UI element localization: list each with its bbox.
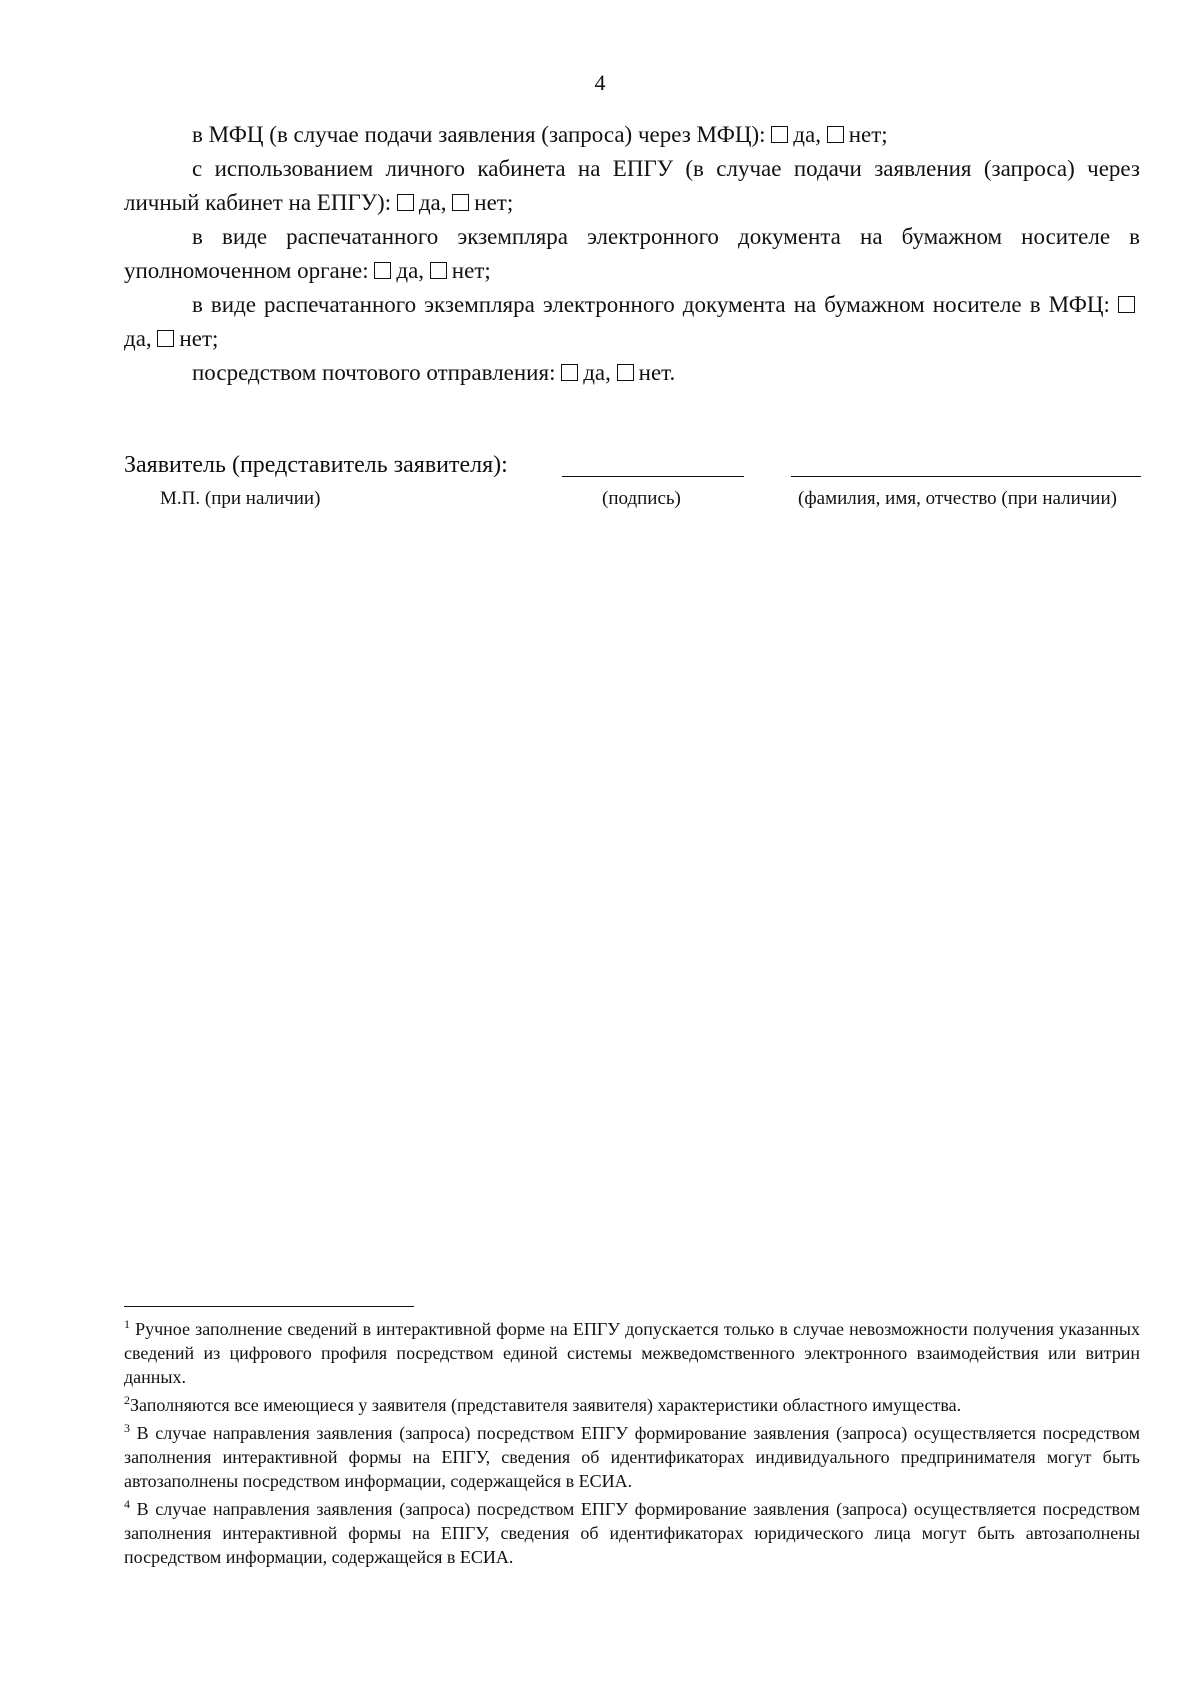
no-checkbox[interactable] (827, 126, 844, 143)
yes-label: да, (793, 122, 821, 147)
no-checkbox[interactable] (157, 330, 174, 347)
footnote (124, 1317, 1140, 1389)
no-checkbox[interactable] (452, 194, 469, 211)
page-number: 4 (594, 70, 606, 95)
full-name-caption: (фамилия, имя, отчество (при наличии) (798, 488, 1117, 509)
footnote-mark: 2 (124, 1393, 130, 1407)
no-label: нет; (474, 190, 514, 215)
option-text: в виде распечатанного экземпляра электронного документа на бумажном носителе в уполномоченном органе: (124, 224, 1140, 283)
footnote-divider (124, 1306, 414, 1307)
option-printed-authority (124, 220, 1140, 288)
yes-checkbox[interactable] (374, 262, 391, 279)
signature-line[interactable] (562, 476, 744, 477)
applicant-label: Заявитель (представитель заявителя): (124, 452, 508, 478)
footnote-text: Заполняются все имеющиеся у заявителя (представителя заявителя) характеристики областного имущества. (130, 1395, 962, 1415)
footnote-mark: 4 (124, 1497, 130, 1511)
footnote (124, 1421, 1140, 1493)
yes-label: да, (396, 258, 425, 283)
signature-block (124, 452, 1140, 512)
footnote-text: В случае направления заявления (запроса) посредством ЕПГУ формирование заявления (запроса) осуществляется посредством заполнения интерактивной формы на ЕПГУ, сведения об идентификаторах юридического лица могут быть автозаполнены посредством информации, содержащейся в ЕСИА. (124, 1499, 1140, 1567)
no-label: нет; (179, 326, 219, 351)
no-label: нет; (451, 258, 491, 283)
no-checkbox[interactable] (430, 262, 447, 279)
yes-checkbox[interactable] (397, 194, 414, 211)
full-name-line[interactable] (791, 476, 1141, 477)
signature-caption: (подпись) (602, 488, 681, 509)
footnotes (124, 1317, 1140, 1573)
footnote (124, 1497, 1140, 1569)
yes-label: да, (418, 190, 447, 215)
option-epgu-cabinet (124, 152, 1140, 220)
no-checkbox[interactable] (617, 364, 634, 381)
option-printed-mfc (124, 288, 1140, 356)
footnote-text: Ручное заполнение сведений в интерактивной форме на ЕПГУ допускается только в случае невозможности получения указанных сведений из цифрового профиля посредством единой системы межведомственного электронного взаимодействия или витрин данных. (124, 1319, 1140, 1387)
footnote-text: В случае направления заявления (запроса) посредством ЕПГУ формирование заявления (запроса) осуществляется посредством заполнения интерактивной формы на ЕПГУ, сведения об идентификаторах индивидуального предпринимателя могут быть автозаполнены посредством информации, содержащейся в ЕСИА. (124, 1423, 1140, 1491)
yes-label: да, (583, 360, 611, 385)
stamp-caption: М.П. (при наличии) (160, 488, 321, 509)
option-post (124, 356, 1140, 390)
yes-label: да, (124, 326, 152, 351)
footnote (124, 1393, 1140, 1417)
option-text: посредством почтового отправления: (192, 360, 556, 385)
yes-checkbox[interactable] (771, 126, 788, 143)
footnote-mark: 3 (124, 1421, 130, 1435)
option-text: в виде распечатанного экземпляра электронного документа на бумажном носителе в МФЦ: (192, 292, 1110, 317)
option-mfc (124, 118, 1140, 152)
no-label: нет; (848, 122, 888, 147)
option-text: в МФЦ (в случае подачи заявления (запроса) через МФЦ): (192, 122, 766, 147)
footnote-mark: 1 (124, 1317, 130, 1331)
option-text: с использованием личного кабинета на ЕПГУ (в случае подачи заявления (запроса) через личный кабинет на ЕПГУ): (124, 156, 1140, 215)
yes-checkbox[interactable] (1118, 296, 1135, 313)
no-label: нет. (638, 360, 676, 385)
yes-checkbox[interactable] (561, 364, 578, 381)
delivery-options (124, 118, 1140, 390)
